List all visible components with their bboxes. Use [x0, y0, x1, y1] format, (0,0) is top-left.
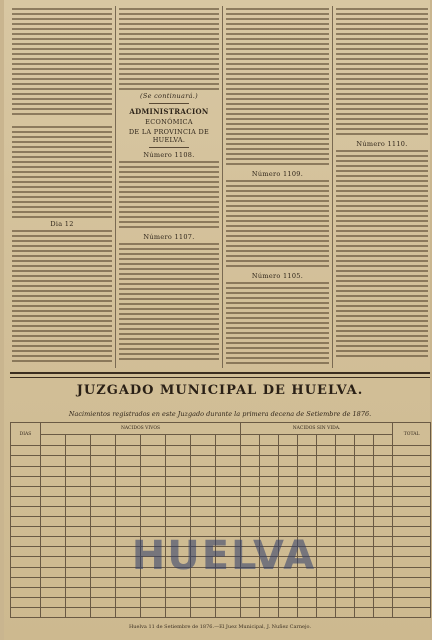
table-cell — [393, 607, 431, 617]
court-subtitle: Nacimientos registrados en este Juzgado durante la primera decena de Setiembre de 1876. — [68, 410, 372, 418]
table-cell — [374, 577, 393, 587]
table-cell — [393, 557, 431, 567]
table-cell — [41, 446, 66, 456]
table-cell — [260, 456, 279, 466]
table-cell — [355, 506, 374, 516]
table-cell — [279, 597, 298, 607]
table-cell — [393, 597, 431, 607]
table-cell — [116, 597, 141, 607]
table-cell — [336, 517, 355, 527]
table-cell — [336, 476, 355, 486]
table-cell — [336, 506, 355, 516]
table-cell — [374, 466, 393, 476]
table-cell — [317, 597, 336, 607]
table-cell — [11, 486, 41, 496]
table-subheader — [260, 434, 279, 446]
table-cell — [374, 476, 393, 486]
table-cell — [141, 466, 166, 476]
table-cell — [66, 506, 91, 516]
table-cell — [11, 587, 41, 597]
table-cell — [141, 517, 166, 527]
paragraph-block — [119, 161, 219, 231]
table-cell — [166, 517, 191, 527]
table-cell — [91, 587, 116, 597]
table-cell — [355, 607, 374, 617]
table-cell — [374, 496, 393, 506]
table-cell — [279, 446, 298, 456]
table-cell — [166, 476, 191, 486]
table-cell — [191, 496, 216, 506]
table-cell — [241, 456, 260, 466]
table-cell — [41, 496, 66, 506]
column-divider — [332, 6, 333, 368]
table-cell — [191, 486, 216, 496]
table-cell — [317, 456, 336, 466]
table-cell — [336, 587, 355, 597]
table-cell — [216, 466, 241, 476]
text-column-1 — [12, 8, 112, 364]
table-cell — [260, 486, 279, 496]
table-cell — [298, 496, 317, 506]
table-cell — [66, 587, 91, 597]
table-cell — [166, 597, 191, 607]
births-table — [10, 422, 431, 618]
table-cell — [11, 496, 41, 506]
table-cell — [66, 466, 91, 476]
table-cell — [241, 506, 260, 516]
table-subheader — [216, 434, 241, 446]
table-subheader — [374, 434, 393, 446]
table-cell — [317, 607, 336, 617]
table-cell — [166, 486, 191, 496]
table-cell — [393, 537, 431, 547]
table-cell — [116, 607, 141, 617]
table-cell — [374, 537, 393, 547]
table-cell — [41, 567, 66, 577]
table-cell — [141, 597, 166, 607]
table-cell — [11, 567, 41, 577]
table-cell — [41, 476, 66, 486]
table-cell — [355, 517, 374, 527]
table-cell — [41, 506, 66, 516]
table-cell — [317, 496, 336, 506]
table-cell — [298, 446, 317, 456]
table-cell — [41, 557, 66, 567]
table-subheader — [279, 434, 298, 446]
table-cell — [141, 486, 166, 496]
table-cell — [260, 496, 279, 506]
table-row — [11, 506, 431, 516]
table-cell — [11, 476, 41, 486]
paragraph-block — [226, 282, 329, 364]
table-cell — [11, 597, 41, 607]
table-cell — [393, 466, 431, 476]
table-cell — [166, 607, 191, 617]
notice-number: Número 1105. — [251, 272, 304, 280]
court-title: JUZGADO MUNICIPAL DE HUELVA. — [76, 383, 364, 398]
column-divider — [115, 6, 116, 368]
table-cell — [355, 476, 374, 486]
table-cell — [336, 466, 355, 476]
table-cell — [374, 446, 393, 456]
table-cell — [355, 466, 374, 476]
table-cell — [41, 547, 66, 557]
table-cell — [41, 456, 66, 466]
table-cell — [216, 456, 241, 466]
table-header-row — [11, 423, 431, 435]
table-cell — [66, 486, 91, 496]
table-cell — [141, 456, 166, 466]
table-cell — [91, 476, 116, 486]
table-cell — [91, 607, 116, 617]
table-row — [11, 607, 431, 617]
table-cell — [216, 597, 241, 607]
table-cell — [279, 496, 298, 506]
table-cell — [260, 607, 279, 617]
table-cell — [116, 466, 141, 476]
table-cell — [166, 466, 191, 476]
table-cell — [279, 456, 298, 466]
text-column-2 — [119, 8, 219, 364]
table-subheader — [66, 434, 91, 446]
table-subheader — [241, 434, 260, 446]
table-cell — [260, 597, 279, 607]
table-row — [11, 476, 431, 486]
paragraph-block — [226, 8, 329, 168]
table-cell — [317, 486, 336, 496]
table-cell — [216, 476, 241, 486]
table-cell — [374, 597, 393, 607]
table-cell — [91, 496, 116, 506]
table-cell — [298, 587, 317, 597]
table-cell — [298, 517, 317, 527]
newspaper-page — [4, 0, 430, 640]
table-cell — [336, 486, 355, 496]
table-cell — [41, 577, 66, 587]
table-cell — [298, 456, 317, 466]
table-cell — [260, 517, 279, 527]
table-cell — [66, 456, 91, 466]
section-subheading: DE LA PROVINCIA DE HUELVA. — [128, 128, 210, 144]
table-cell — [141, 607, 166, 617]
table-cell — [374, 557, 393, 567]
table-cell — [336, 456, 355, 466]
paragraph-block — [336, 150, 428, 360]
table-cell — [91, 446, 116, 456]
table-cell — [141, 496, 166, 506]
table-cell — [279, 517, 298, 527]
table-cell — [279, 466, 298, 476]
table-cell — [191, 517, 216, 527]
table-cell — [11, 517, 41, 527]
table-cell — [393, 587, 431, 597]
table-cell — [374, 456, 393, 466]
table-cell — [336, 597, 355, 607]
table-cell — [298, 466, 317, 476]
table-cell — [91, 466, 116, 476]
table-cell — [66, 597, 91, 607]
notice-number: Número 1110. — [356, 140, 408, 148]
table-cell — [166, 496, 191, 506]
table-cell — [91, 517, 116, 527]
table-cell — [317, 587, 336, 597]
table-cell — [260, 446, 279, 456]
table-cell — [374, 517, 393, 527]
column-divider — [222, 6, 223, 368]
table-cell — [279, 486, 298, 496]
table-cell — [41, 597, 66, 607]
table-row — [11, 517, 431, 527]
table-subheader — [166, 434, 191, 446]
table-cell — [317, 506, 336, 516]
table-cell — [116, 506, 141, 516]
paragraph-block — [226, 180, 329, 270]
table-cell — [41, 517, 66, 527]
table-cell — [216, 446, 241, 456]
table-row — [11, 456, 431, 466]
table-cell — [393, 517, 431, 527]
table-cell — [91, 456, 116, 466]
paragraph-block — [336, 8, 428, 138]
table-row — [11, 587, 431, 597]
table-cell — [116, 496, 141, 506]
table-cell — [393, 486, 431, 496]
table-cell — [298, 476, 317, 486]
table-cell — [141, 476, 166, 486]
table-subheader — [355, 434, 374, 446]
table-cell — [317, 466, 336, 476]
divider — [149, 103, 189, 104]
table-cell — [11, 456, 41, 466]
table-cell — [41, 486, 66, 496]
section-heading: (Se continuará.) — [140, 92, 198, 100]
table-cell — [393, 506, 431, 516]
table-cell — [41, 537, 66, 547]
table-cell — [241, 587, 260, 597]
table-row — [11, 486, 431, 496]
table-cell — [260, 476, 279, 486]
table-cell — [191, 506, 216, 516]
table-cell — [216, 486, 241, 496]
table-cell — [393, 456, 431, 466]
table-subheader — [298, 434, 317, 446]
table-subheader — [317, 434, 336, 446]
table-cell — [241, 597, 260, 607]
table-cell — [66, 446, 91, 456]
table-cell — [279, 587, 298, 597]
table-cell — [374, 587, 393, 597]
table-cell — [116, 446, 141, 456]
table-cell — [355, 597, 374, 607]
table-cell — [41, 587, 66, 597]
table-cell — [374, 607, 393, 617]
table-cell — [355, 486, 374, 496]
table-cell — [317, 476, 336, 486]
table-cell — [355, 456, 374, 466]
table-subheader-row — [11, 434, 431, 446]
table-subheader — [41, 434, 66, 446]
table-cell — [317, 446, 336, 456]
table-cell — [393, 577, 431, 587]
table-cell — [116, 587, 141, 597]
table-subheader — [141, 434, 166, 446]
table-cell — [216, 517, 241, 527]
paragraph-block — [12, 8, 112, 118]
table-cell — [191, 476, 216, 486]
text-column-3 — [226, 8, 329, 364]
table-cell — [141, 587, 166, 597]
table-cell — [260, 587, 279, 597]
table-cell — [393, 446, 431, 456]
table-cell — [116, 456, 141, 466]
table-cell — [11, 537, 41, 547]
table-cell — [374, 527, 393, 537]
table-cell — [241, 517, 260, 527]
table-cell — [279, 607, 298, 617]
paragraph-block — [119, 243, 219, 363]
section-subheading: ECONÓMICA — [145, 118, 193, 126]
table-cell — [279, 476, 298, 486]
table-header-dias: DIAS — [11, 423, 41, 446]
table-subheader — [336, 434, 355, 446]
table-cell — [298, 486, 317, 496]
table-header-sin-vida: NACIDOS SIN VIDA. — [241, 423, 393, 435]
table-cell — [241, 476, 260, 486]
table-cell — [116, 517, 141, 527]
section-heading: ADMINISTRACION — [129, 107, 209, 116]
table-cell — [241, 486, 260, 496]
table-cell — [166, 506, 191, 516]
notice-number: Número 1109. — [251, 170, 304, 178]
section-heading: Dia 12 — [50, 220, 74, 228]
table-cell — [317, 517, 336, 527]
table-cell — [393, 476, 431, 486]
table-cell — [393, 527, 431, 537]
table-row — [11, 496, 431, 506]
table-cell — [191, 597, 216, 607]
table-cell — [41, 607, 66, 617]
table-cell — [166, 446, 191, 456]
table-cell — [11, 527, 41, 537]
table-header-vivos: NACIDOS VIVOS — [41, 423, 241, 435]
notice-number: Número 1108. — [143, 151, 195, 159]
table-cell — [11, 607, 41, 617]
table-cell — [11, 506, 41, 516]
table-cell — [216, 607, 241, 617]
table-row — [11, 597, 431, 607]
table-cell — [141, 506, 166, 516]
table-cell — [166, 456, 191, 466]
table-cell — [393, 567, 431, 577]
table-row — [11, 466, 431, 476]
table-cell — [11, 446, 41, 456]
table-cell — [191, 466, 216, 476]
table-cell — [11, 466, 41, 476]
table-footer-signature: Huelva 11 de Setiembre de 1876.—El Juez Municipal, J. Nuñez Carnejo. — [128, 624, 312, 630]
section-rule — [10, 377, 430, 378]
table-cell — [191, 607, 216, 617]
table-cell — [11, 557, 41, 567]
table-header-total: TOTAL — [393, 423, 431, 446]
table-cell — [216, 506, 241, 516]
paragraph-block — [12, 126, 112, 218]
table-cell — [336, 496, 355, 506]
table-cell — [298, 597, 317, 607]
table-cell — [298, 607, 317, 617]
table-cell — [116, 476, 141, 486]
table-cell — [374, 547, 393, 557]
text-column-4 — [336, 8, 428, 364]
table-subheader — [116, 434, 141, 446]
paragraph-block — [12, 230, 112, 364]
table-cell — [393, 547, 431, 557]
table-cell — [116, 486, 141, 496]
table-cell — [11, 577, 41, 587]
table-cell — [41, 527, 66, 537]
table-cell — [374, 506, 393, 516]
table-cell — [355, 496, 374, 506]
library-stamp-watermark: HUELVA — [131, 533, 317, 579]
paragraph-block — [119, 8, 219, 90]
table-cell — [374, 486, 393, 496]
table-subheader — [91, 434, 116, 446]
table-cell — [336, 607, 355, 617]
divider — [149, 147, 189, 148]
table-cell — [355, 587, 374, 597]
table-cell — [279, 506, 298, 516]
table-cell — [91, 597, 116, 607]
table-cell — [191, 456, 216, 466]
table-cell — [66, 517, 91, 527]
table-cell — [91, 506, 116, 516]
table-cell — [260, 506, 279, 516]
table-cell — [216, 496, 241, 506]
table-cell — [241, 496, 260, 506]
table-cell — [66, 496, 91, 506]
table-cell — [393, 496, 431, 506]
table-cell — [41, 466, 66, 476]
notice-number: Número 1107. — [143, 233, 195, 241]
table-cell — [336, 446, 355, 456]
table-cell — [11, 547, 41, 557]
table-cell — [191, 446, 216, 456]
table-cell — [166, 587, 191, 597]
table-cell — [355, 446, 374, 456]
table-cell — [298, 506, 317, 516]
table-row — [11, 446, 431, 456]
table-cell — [191, 587, 216, 597]
table-subheader — [191, 434, 216, 446]
table-cell — [241, 466, 260, 476]
table-cell — [91, 486, 116, 496]
table-cell — [216, 587, 241, 597]
table-cell — [241, 607, 260, 617]
section-rule — [10, 372, 430, 374]
table-cell — [141, 446, 166, 456]
table-cell — [260, 466, 279, 476]
table-cell — [241, 446, 260, 456]
table-cell — [66, 476, 91, 486]
table-cell — [374, 567, 393, 577]
table-cell — [66, 607, 91, 617]
